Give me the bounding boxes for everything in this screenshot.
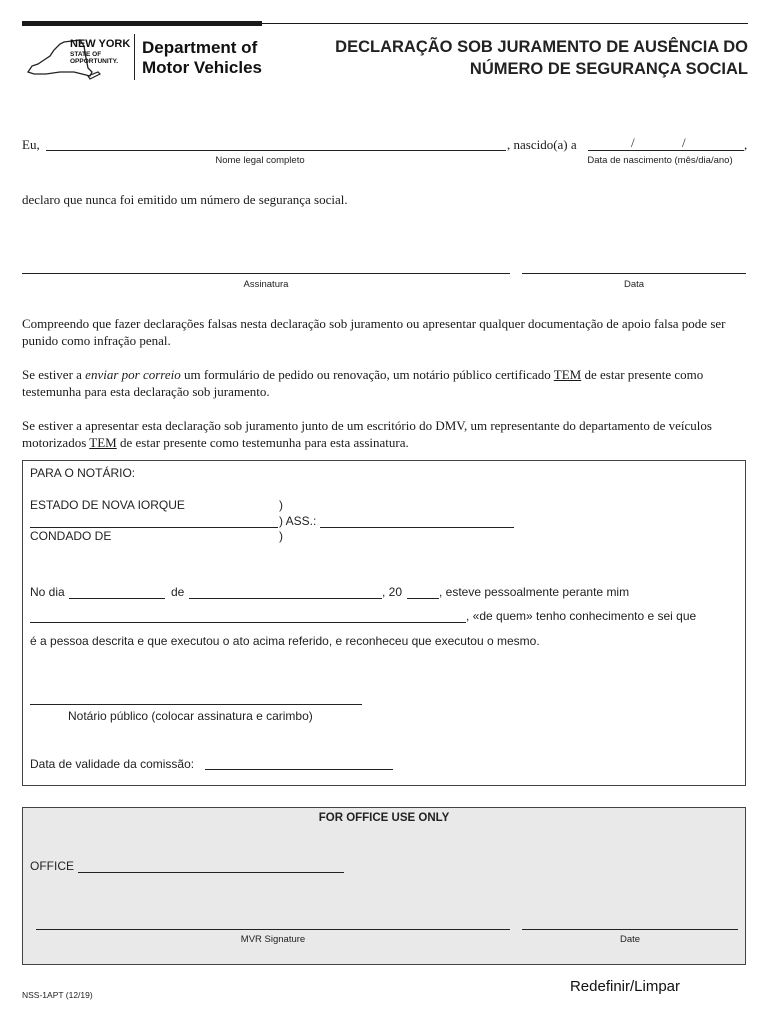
date-of-birth-field[interactable] (588, 150, 744, 151)
mail-paragraph (22, 366, 748, 400)
reset-button[interactable]: Redefinir/Limpar (558, 975, 692, 999)
dob-comma: , (744, 137, 748, 152)
department-name (142, 38, 262, 78)
mvr-signature-field[interactable] (36, 929, 510, 930)
department-line-1: Department of (142, 38, 258, 57)
office-field[interactable] (78, 872, 344, 873)
notary-paren-top: ) (279, 498, 283, 512)
title-line-1: DECLARAÇÃO SOB JURAMENTO DE AUSÊNCIA DO (335, 38, 748, 56)
notary-person-field[interactable] (30, 622, 466, 623)
title-line-2: NÚMERO DE SEGURANÇA SOCIAL (469, 60, 748, 78)
notary-heading: PARA O NOTÁRIO: (30, 466, 136, 480)
full-name-field[interactable] (46, 150, 506, 151)
dob-caption: Data de nascimento (mês/dia/ano) (587, 155, 733, 166)
signature-date-caption: Data (623, 279, 645, 290)
signature-field[interactable] (22, 273, 510, 274)
notary-state: ESTADO DE NOVA IORQUE (30, 498, 185, 512)
commission-date-field[interactable] (205, 769, 393, 770)
logo-state-of: STATE OF (70, 51, 102, 58)
notary-signature-caption: Notário público (colocar assinatura e carimbo) (68, 709, 313, 723)
office-text-b: de estar presente como testemunha para esta assinatura. (116, 435, 409, 450)
header-rule-thin (262, 23, 748, 24)
dmv-office-paragraph (22, 417, 748, 451)
notary-described-text: é a pessoa descrita e que executou o ato acima referido, e reconheceu que executou o mesmo. (30, 634, 540, 648)
full-name-caption: Nome legal completo (215, 155, 305, 166)
logo-divider (134, 34, 135, 80)
mail-text-b: um formulário de pedido ou renovação, um notário público certificado (180, 367, 554, 382)
eu-label: Eu, (22, 137, 40, 152)
born-label: , nascido(a) a (507, 137, 577, 152)
mvr-date-field[interactable] (522, 929, 738, 930)
notary-ass-field[interactable] (320, 527, 514, 528)
mvr-signature-caption: MVR Signature (240, 934, 306, 945)
declaration-statement: declaro que nunca foi emitido um número de segurança social. (22, 192, 348, 207)
notary-county: CONDADO DE (30, 529, 112, 543)
office-heading: FOR OFFICE USE ONLY (318, 812, 450, 824)
logo-new-york: NEW YORK (70, 38, 131, 50)
mail-text-italic: enviar por correio (85, 367, 181, 382)
signature-date-field[interactable] (522, 273, 746, 274)
document-title (318, 36, 748, 80)
notary-month-field[interactable] (189, 598, 382, 599)
office-label: OFFICE (30, 859, 74, 873)
notary-of-label: de (171, 585, 185, 599)
notary-state-line (30, 527, 278, 528)
department-line-2: Motor Vehicles (142, 58, 262, 77)
office-text-tem: TEM (89, 435, 117, 450)
logo-opportunity: OPPORTUNITY. (70, 58, 119, 65)
dob-slash-1: / (631, 135, 635, 150)
nys-logo (70, 40, 130, 65)
signature-caption: Assinatura (243, 279, 289, 290)
mvr-date-caption: Date (619, 934, 641, 945)
dob-slash-2: / (682, 135, 686, 150)
penalty-paragraph: Compreendo que fazer declarações falsas nesta declaração sob juramento ou apresentar qualquer documentação de apoio falsa pode ser punido como infração penal. (22, 316, 726, 348)
notary-year-label: , 20 (382, 585, 403, 599)
notary-appeared-text: , esteve pessoalmente perante mim (439, 585, 630, 599)
notary-signature-field[interactable] (30, 704, 362, 705)
mail-text-c: de estar presente como testemunha para esta declaração sob juramento. (22, 367, 704, 399)
notary-day-label: No dia (30, 585, 65, 599)
notary-ass-label: ) ASS.: (279, 514, 317, 528)
notary-year-field[interactable] (407, 598, 439, 599)
mail-text-a: Se estiver a (22, 367, 86, 382)
notary-paren-bottom: ) (279, 529, 283, 543)
notary-day-field[interactable] (69, 598, 165, 599)
header-rule-thick (22, 21, 262, 26)
office-text-a: Se estiver a apresentar esta declaração sob juramento junto de um escritório do DMV, um representante do departamento de veículos motorizados (22, 418, 712, 450)
commission-label: Data de validade da comissão: (30, 757, 195, 771)
form-code: NSS-1APT (12/19) (22, 990, 93, 1000)
notary-whom-text: , «de quem» tenho conhecimento e sei que (466, 609, 697, 623)
mail-text-tem: TEM (553, 367, 582, 382)
